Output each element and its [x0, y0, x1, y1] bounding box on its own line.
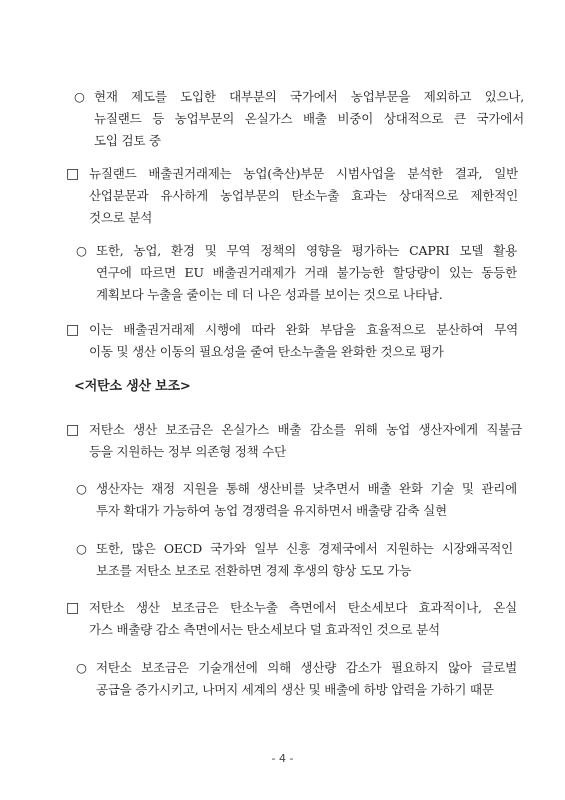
circle-bullet-icon: ○	[76, 243, 87, 258]
page-number: - 4 -	[271, 752, 294, 765]
paragraph-circle-bullet	[76, 657, 517, 701]
paragraph-circle-bullet	[74, 86, 524, 152]
text-line: 산업분문과 유사하게 농업부문의 탄소누출 효과는 상대적으로 제한적인	[89, 188, 518, 203]
text-line: 생산자는 재정 지원을 통해 생산비를 낮추면서 배출 완화 기술 및 관리에	[96, 481, 517, 496]
square-bullet-icon: □	[66, 322, 80, 338]
text-line: 계획보다 누출을 줄이는 데 더 나은 성과를 보이는 것으로 나타남.	[96, 287, 443, 302]
text-line: 등을 지원하는 정부 의존형 정책 수단	[89, 444, 286, 459]
square-bullet-icon: □	[66, 600, 80, 616]
text-line: 도입 검토 중	[94, 133, 161, 148]
text-line: 또한, 농업, 환경 및 무역 정책의 영향을 평가하는 CAPRI 모델 활용	[96, 243, 517, 258]
circle-bullet-icon: ○	[76, 481, 87, 496]
text-line: 저탄소 보조금은 기술개선에 의해 생산량 감소가 필요하지 않아 글로벌	[96, 660, 517, 675]
paragraph-square-bullet	[66, 319, 518, 363]
text-line: 현재 제도를 도입한 대부분의 국가에서 농업부문을 제외하고 있으나,	[94, 89, 524, 104]
text-line: 이동 및 생산 이동의 필요성을 줄여 탄소누출을 완화한 것으로 평가	[89, 344, 444, 359]
text-line: 저탄소 생산 보조금은 탄소누출 측면에서 탄소세보다 효과적이나, 온실	[89, 600, 517, 615]
text-line: 연구에 따르면 EU 배출권거래제가 거래 불가능한 할당량이 있는 동등한	[96, 265, 517, 280]
circle-bullet-icon: ○	[76, 660, 87, 675]
paragraph-square-bullet	[66, 419, 522, 463]
text-line: 뉴질랜드 등 농업부문의 온실가스 배출 비중이 상대적으로 큰 국가에서	[94, 111, 524, 126]
circle-bullet-icon: ○	[76, 541, 87, 556]
text-line: 공급을 증가시키고, 나머지 세계의 생산 및 배출에 하방 압력을 가하기 때문	[96, 682, 494, 697]
text-line: 투자 확대가 가능하여 농업 경쟁력을 유지하면서 배출량 감축 실현	[96, 503, 447, 518]
paragraph-circle-bullet	[76, 538, 513, 582]
text-line: 뉴질랜드 배출권거래제는 농업(축산)부문 시범사업을 분석한 결과, 일반	[89, 166, 518, 181]
text-line: 또한, 많은 OECD 국가와 일부 신흥 경제국에서 지원하는 시장왜곡적인	[96, 541, 513, 556]
paragraph-circle-bullet	[76, 478, 517, 522]
text-line: 저탄소 생산 보조금은 온실가스 배출 감소를 위해 농업 생산자에게 직불금	[89, 422, 522, 437]
square-bullet-icon: □	[66, 422, 80, 438]
text-line: 보조를 저탄소 보조로 전환하면 경제 후생의 향상 도모 가능	[96, 563, 412, 578]
paragraph-square-bullet	[66, 597, 517, 641]
paragraph-circle-bullet	[76, 240, 517, 306]
text-line: 것으로 분석	[89, 210, 153, 225]
paragraph-square-bullet	[66, 163, 518, 229]
circle-bullet-icon: ○	[74, 89, 85, 104]
text-line: 가스 배출량 감소 측면에서는 탄소세보다 덜 효과적인 것으로 분석	[89, 622, 440, 637]
square-bullet-icon: □	[66, 166, 80, 182]
section-heading: <저탄소 생산 보조>	[74, 379, 191, 394]
text-line: 이는 배출권거래제 시행에 따라 완화 부담을 효율적으로 분산하여 무역	[89, 322, 518, 337]
